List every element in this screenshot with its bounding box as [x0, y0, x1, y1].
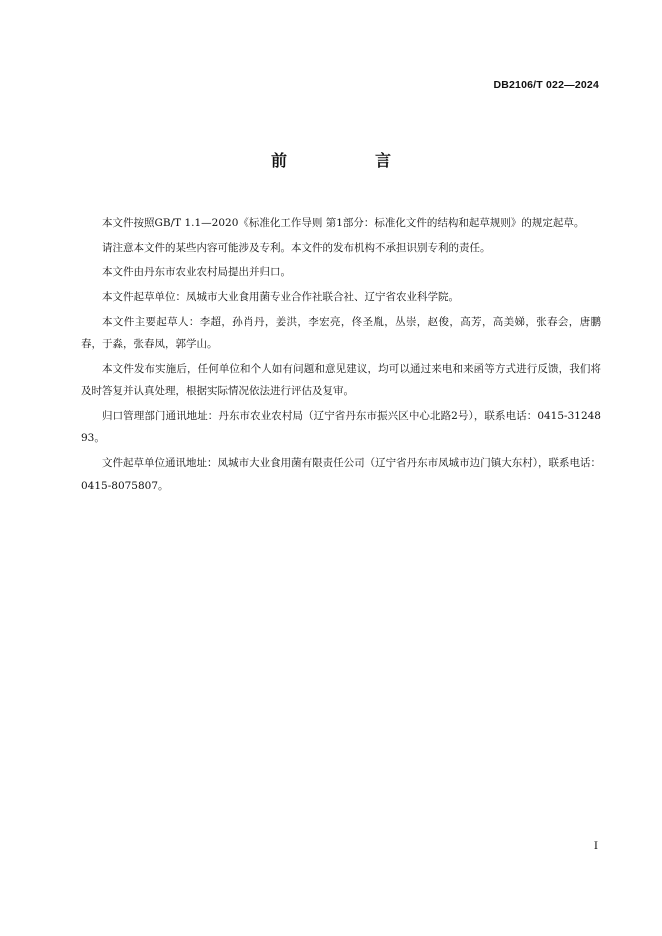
page-title: 前 言 [270, 151, 427, 170]
page-number: I [593, 840, 598, 852]
paragraph-drafting-rules: 本文件按照GB/T 1.1—2020《标准化工作导则 第1部分：标准化文件的结构和起草规则》的规定起草。 [102, 217, 585, 229]
paragraph-patent-notice: 请注意本文件的某些内容可能涉及专利。本文件的发布机构不承担识别专利的责任。 [102, 241, 491, 254]
paragraph-feedback: 本文件发布实施后，任何单位和个人如有问题和意见建议，均可以通过来电和来函等方式进行反馈，我们将及时答复并认真处理，根据实际情况依法进行评估及复审。 [81, 362, 601, 398]
paragraph-drafting-units: 本文件起草单位：凤城市大业食用菌专业合作社联合社、辽宁省农业科学院。 [102, 291, 459, 304]
paragraph-drafters: 本文件主要起草人：李超，孙肖丹，姜洪，李宏亮，佟圣胤，丛崇，赵俊，高芳，高美娣，张春会，唐鹏春，于淼，张春凤，郭学山。 [81, 315, 601, 351]
paragraph-proposer: 本文件由丹东市农业农村局提出并归口。 [102, 266, 291, 279]
standard-code: DB2106/T 022—2024 [493, 79, 599, 91]
paragraph-drafter-address: 文件起草单位通讯地址：凤城市大业食用菌有限责任公司（辽宁省丹东市凤城市边门镇大东村），联系电话：0415-8075807。 [81, 457, 601, 492]
paragraph-authority-address: 归口管理部门通讯地址：丹东市农业农村局（辽宁省丹东市振兴区中心北路2号），联系电话：0415-3124893。 [81, 410, 601, 445]
foreword-body [81, 212, 601, 499]
